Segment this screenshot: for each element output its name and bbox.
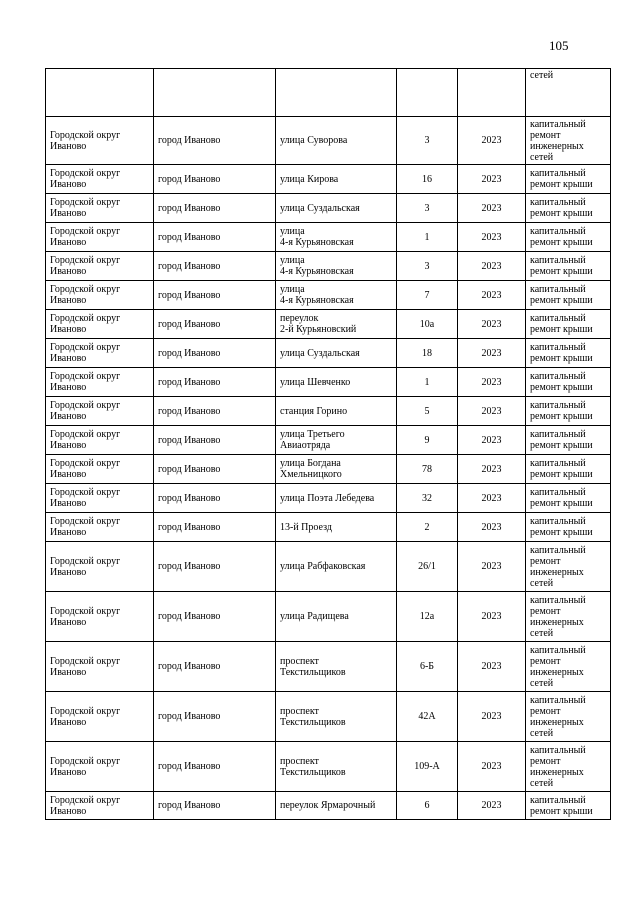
city-cell: город Иваново	[154, 455, 276, 484]
city-cell: город Иваново	[154, 165, 276, 194]
year-cell: 2023	[458, 642, 526, 692]
house-number-cell: 109-А	[397, 742, 458, 792]
city-cell: город Иваново	[154, 339, 276, 368]
year-cell: 2023	[458, 455, 526, 484]
city-cell: город Иваново	[154, 692, 276, 742]
district-cell	[46, 69, 154, 117]
street-cell: улица Богдана Хмельницкого	[276, 455, 397, 484]
house-number-cell: 78	[397, 455, 458, 484]
table-row	[46, 455, 611, 484]
table-row	[46, 592, 611, 642]
table-row	[46, 223, 611, 252]
table-row	[46, 484, 611, 513]
year-cell: 2023	[458, 592, 526, 642]
table-row	[46, 742, 611, 792]
table-row	[46, 252, 611, 281]
work-type-cell: капитальный ремонт инженерных сетей	[526, 642, 611, 692]
house-number-cell: 16	[397, 165, 458, 194]
year-cell: 2023	[458, 692, 526, 742]
work-type-cell: капитальный ремонт крыши	[526, 310, 611, 339]
work-type-cell: капитальный ремонт инженерных сетей	[526, 692, 611, 742]
house-number-cell: 1	[397, 223, 458, 252]
table-row	[46, 310, 611, 339]
district-cell: Городской округ Иваново	[46, 397, 154, 426]
street-cell: проспект Текстильщиков	[276, 742, 397, 792]
table-row	[46, 397, 611, 426]
house-number-cell: 9	[397, 426, 458, 455]
street-cell: улица Суздальская	[276, 339, 397, 368]
city-cell: город Иваново	[154, 310, 276, 339]
table-row	[46, 642, 611, 692]
street-cell: станция Горино	[276, 397, 397, 426]
street-cell: улица 4-я Курьяновская	[276, 281, 397, 310]
table-row	[46, 426, 611, 455]
work-type-cell: капитальный ремонт крыши	[526, 165, 611, 194]
city-cell: город Иваново	[154, 223, 276, 252]
district-cell: Городской округ Иваново	[46, 281, 154, 310]
district-cell: Городской округ Иваново	[46, 642, 154, 692]
street-cell: 13-й Проезд	[276, 513, 397, 542]
house-number-cell: 3	[397, 117, 458, 165]
district-cell: Городской округ Иваново	[46, 339, 154, 368]
street-cell: улица Рабфаковская	[276, 542, 397, 592]
table-row	[46, 281, 611, 310]
table-row	[46, 513, 611, 542]
district-cell: Городской округ Иваново	[46, 117, 154, 165]
street-cell: улица Третьего Авиаотряда	[276, 426, 397, 455]
district-cell: Городской округ Иваново	[46, 310, 154, 339]
district-cell: Городской округ Иваново	[46, 542, 154, 592]
house-number-cell: 42А	[397, 692, 458, 742]
table-row	[46, 368, 611, 397]
city-cell: город Иваново	[154, 642, 276, 692]
district-cell: Городской округ Иваново	[46, 742, 154, 792]
city-cell: город Иваново	[154, 513, 276, 542]
table-row	[46, 692, 611, 742]
city-cell: город Иваново	[154, 281, 276, 310]
work-type-cell: капитальный ремонт крыши	[526, 281, 611, 310]
house-number-cell: 26/1	[397, 542, 458, 592]
table-row	[46, 117, 611, 165]
street-cell: улица Суворова	[276, 117, 397, 165]
work-type-cell: капитальный ремонт инженерных сетей	[526, 742, 611, 792]
house-number-cell: 5	[397, 397, 458, 426]
city-cell: город Иваново	[154, 484, 276, 513]
work-type-cell: капитальный ремонт крыши	[526, 484, 611, 513]
district-cell: Городской округ Иваново	[46, 165, 154, 194]
year-cell: 2023	[458, 194, 526, 223]
district-cell: Городской округ Иваново	[46, 194, 154, 223]
city-cell: город Иваново	[154, 792, 276, 820]
year-cell: 2023	[458, 281, 526, 310]
year-cell: 2023	[458, 484, 526, 513]
street-cell: переулок 2-й Курьяновский	[276, 310, 397, 339]
page-number: 105	[549, 38, 569, 53]
city-cell: город Иваново	[154, 368, 276, 397]
house-number-cell: 6-Б	[397, 642, 458, 692]
city-cell: город Иваново	[154, 542, 276, 592]
table-row	[46, 69, 611, 117]
work-type-cell: капитальный ремонт инженерных сетей	[526, 542, 611, 592]
work-type-cell: капитальный ремонт крыши	[526, 513, 611, 542]
house-number-cell: 3	[397, 194, 458, 223]
year-cell: 2023	[458, 165, 526, 194]
year-cell: 2023	[458, 542, 526, 592]
street-cell: улица 4-я Курьяновская	[276, 252, 397, 281]
work-type-cell: капитальный ремонт крыши	[526, 223, 611, 252]
year-cell: 2023	[458, 310, 526, 339]
street-cell: проспект Текстильщиков	[276, 642, 397, 692]
work-type-cell: капитальный ремонт крыши	[526, 339, 611, 368]
year-cell: 2023	[458, 223, 526, 252]
street-cell: переулок Ярмарочный	[276, 792, 397, 820]
house-number-cell: 12а	[397, 592, 458, 642]
district-cell: Городской округ Иваново	[46, 223, 154, 252]
table-row	[46, 792, 611, 820]
district-cell: Городской округ Иваново	[46, 368, 154, 397]
street-cell: проспект Текстильщиков	[276, 692, 397, 742]
table-row	[46, 165, 611, 194]
house-number-cell: 10а	[397, 310, 458, 339]
street-cell: улица Поэта Лебедева	[276, 484, 397, 513]
year-cell: 2023	[458, 252, 526, 281]
street-cell: улица Суздальская	[276, 194, 397, 223]
city-cell: город Иваново	[154, 397, 276, 426]
work-type-cell: капитальный ремонт крыши	[526, 194, 611, 223]
work-type-cell: капитальный ремонт инженерных сетей	[526, 592, 611, 642]
year-cell: 2023	[458, 397, 526, 426]
registry-table-body	[46, 69, 611, 820]
street-cell: улица Шевченко	[276, 368, 397, 397]
house-number-cell: 2	[397, 513, 458, 542]
year-cell: 2023	[458, 368, 526, 397]
table-row	[46, 542, 611, 592]
district-cell: Городской округ Иваново	[46, 513, 154, 542]
city-cell: город Иваново	[154, 194, 276, 223]
table-row	[46, 194, 611, 223]
district-cell: Городской округ Иваново	[46, 792, 154, 820]
work-type-cell: капитальный ремонт крыши	[526, 397, 611, 426]
house-number-cell: 7	[397, 281, 458, 310]
year-cell	[458, 69, 526, 117]
year-cell: 2023	[458, 742, 526, 792]
work-type-cell: капитальный ремонт крыши	[526, 252, 611, 281]
house-number-cell: 6	[397, 792, 458, 820]
city-cell	[154, 69, 276, 117]
house-number-cell: 18	[397, 339, 458, 368]
district-cell: Городской округ Иваново	[46, 455, 154, 484]
work-type-cell: капитальный ремонт крыши	[526, 792, 611, 820]
house-number-cell: 3	[397, 252, 458, 281]
house-number-cell: 32	[397, 484, 458, 513]
district-cell: Городской округ Иваново	[46, 592, 154, 642]
table-row	[46, 339, 611, 368]
year-cell: 2023	[458, 117, 526, 165]
street-cell: улица 4-я Курьяновская	[276, 223, 397, 252]
city-cell: город Иваново	[154, 117, 276, 165]
street-cell	[276, 69, 397, 117]
city-cell: город Иваново	[154, 252, 276, 281]
district-cell: Городской округ Иваново	[46, 484, 154, 513]
city-cell: город Иваново	[154, 592, 276, 642]
work-type-cell: капитальный ремонт крыши	[526, 455, 611, 484]
district-cell: Городской округ Иваново	[46, 426, 154, 455]
registry-table	[45, 68, 611, 820]
year-cell: 2023	[458, 513, 526, 542]
year-cell: 2023	[458, 426, 526, 455]
district-cell: Городской округ Иваново	[46, 692, 154, 742]
district-cell: Городской округ Иваново	[46, 252, 154, 281]
work-type-cell: капитальный ремонт крыши	[526, 368, 611, 397]
city-cell: город Иваново	[154, 742, 276, 792]
city-cell: город Иваново	[154, 426, 276, 455]
house-number-cell: 1	[397, 368, 458, 397]
street-cell: улица Кирова	[276, 165, 397, 194]
house-number-cell	[397, 69, 458, 117]
year-cell: 2023	[458, 339, 526, 368]
street-cell: улица Радищева	[276, 592, 397, 642]
work-type-cell: капитальный ремонт крыши	[526, 426, 611, 455]
year-cell: 2023	[458, 792, 526, 820]
work-type-cell: сетей	[526, 69, 611, 117]
work-type-cell: капитальный ремонт инженерных сетей	[526, 117, 611, 165]
